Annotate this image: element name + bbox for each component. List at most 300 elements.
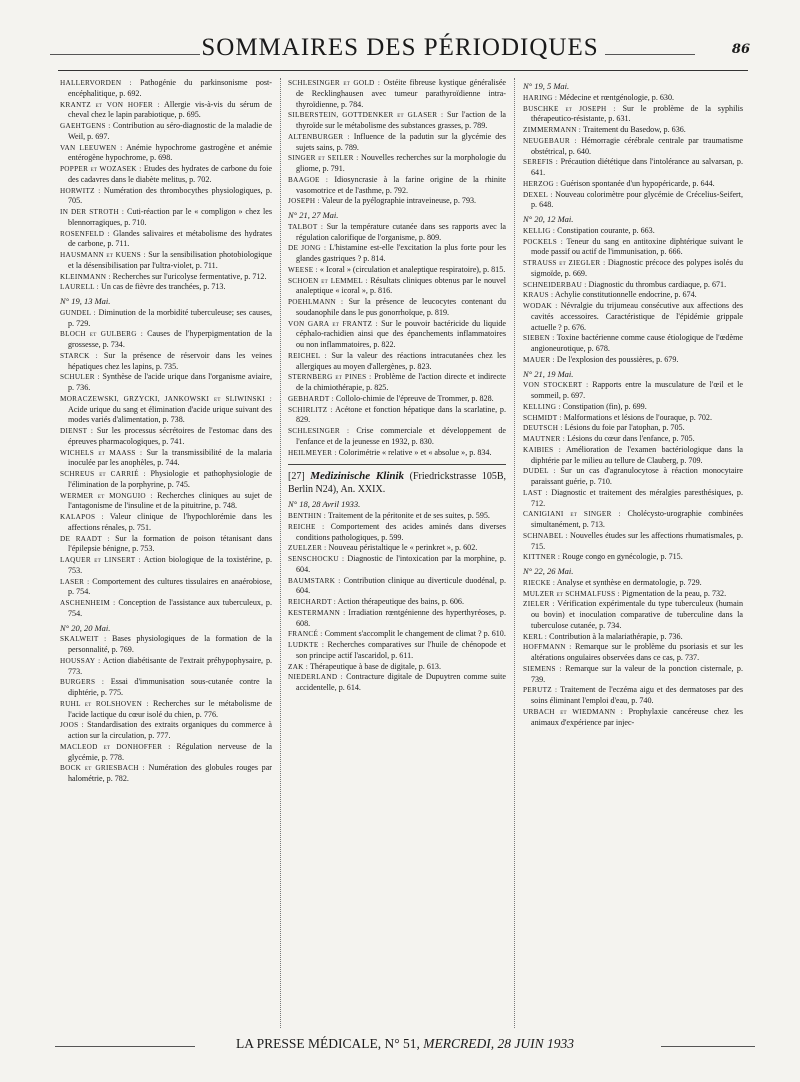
column-divider	[280, 78, 281, 1028]
article-author: RUHL et ROLSHOVEN :	[60, 699, 149, 708]
article-author: BAUMSTARK :	[288, 576, 341, 585]
article-title: Sur un cas d'agranulocytose à réaction monocytaire paraissant guérie, p. 710.	[531, 466, 743, 486]
article-title: « Icoral » (circulation et analeptique respiratoire), p. 815.	[319, 264, 506, 274]
article-author: DE RAADT :	[60, 534, 110, 543]
article-entry	[288, 276, 506, 298]
article-title: Numération des thrombocythes physiologiques, p. 705.	[68, 185, 272, 206]
article-author: SCHNABEL :	[523, 531, 568, 540]
article-entry	[288, 110, 506, 132]
article-author: DEUTSCH :	[523, 424, 563, 433]
article-entry	[288, 405, 506, 427]
article-entry	[523, 434, 743, 445]
article-entry	[523, 589, 743, 600]
article-title: L'histamine est-elle l'excitation la plus forte pour les glandes gastriques ? p. 814.	[296, 243, 506, 263]
article-title: Essai d'immunisation sous-cutanée contre la diphtérie, p. 775.	[68, 677, 272, 697]
article-author: IN DER STROTH :	[60, 208, 125, 216]
article-title: Causes de l'hyperpigmentation de la grossesse, p. 734.	[68, 329, 272, 349]
article-title: Précaution diététique dans l'intolérance au salvarsan, p. 641.	[531, 157, 743, 177]
article-author: KRANTZ et VON HOFER :	[60, 100, 160, 109]
article-entry	[60, 598, 272, 620]
article-title: Contracture digitale de Dupuytren comme suite accidentelle, p. 614.	[296, 672, 506, 692]
article-title: Traitement du Basedow, p. 636.	[583, 125, 686, 134]
article-entry	[523, 301, 743, 333]
article-entry	[60, 512, 272, 534]
article-title: Recherches cliniques au sujet de l'antagonisme de l'insuline et de la pituitrine, p. 748.	[68, 490, 272, 511]
article-author: GAEHTGENS :	[60, 122, 111, 130]
article-title: Toxine bactérienne comme cause étiologique de l'œdème angioneurotique, p. 678.	[531, 333, 743, 353]
article-title: Un cas de fièvre des tranchées, p. 713.	[101, 282, 226, 292]
article-author: BURGERS :	[60, 678, 105, 687]
article-entry	[60, 577, 272, 599]
article-title: Teneur du sang en antitoxine diphtérique suivant le mode passif ou actif de l'immunisation, p. 666.	[531, 236, 743, 257]
article-entry	[523, 104, 743, 126]
article-title: Constipation courante, p. 663.	[557, 225, 655, 235]
article-author: SCHMIDT :	[523, 413, 562, 422]
article-author: SKALWEIT :	[60, 635, 107, 644]
article-author: DIENST :	[60, 427, 94, 435]
article-author: SCHOEN et LEMMEL :	[288, 276, 368, 285]
footer-rule-right	[661, 1046, 755, 1047]
article-author: HEILMEYER :	[288, 448, 337, 457]
column-3	[523, 78, 743, 1028]
article-author: VAN LEEUWEN :	[60, 143, 123, 152]
article-title: Sur l'action de la thyroïde sur le métabolisme des substances grasses, p. 789.	[296, 110, 506, 130]
article-author: JOOS :	[60, 721, 84, 730]
article-author: WICHELS et MAASS :	[60, 448, 143, 457]
article-title: Crise commerciale et développement de l'enfance et de la jeunesse en 1932, p. 830.	[296, 426, 506, 446]
article-entry	[288, 543, 506, 554]
article-author: HERZOG :	[523, 179, 559, 188]
article-entry	[288, 222, 506, 244]
article-title: Colorimétrie « relative » et « absolue », p. 834.	[338, 447, 492, 457]
article-entry	[523, 707, 743, 729]
article-entry	[523, 125, 743, 136]
article-entry	[288, 662, 506, 673]
article-title: Sur la présence de leucocytes contenant du soudanophile dans le pus gonorrhoïque, p. 819.	[296, 297, 506, 317]
article-author: BENTHIN :	[288, 512, 327, 520]
issue-heading: N° 19, 5 Mai.	[523, 81, 570, 91]
article-title: Remarque sur la valeur de la ponction cisternale, p. 739.	[531, 663, 743, 684]
article-author: CANIGIANI et SINGER :	[523, 510, 621, 519]
article-entry	[60, 426, 272, 448]
article-entry	[60, 351, 272, 373]
article-title: Lésions du foie par l'atophan, p. 705.	[564, 423, 685, 433]
article-entry	[288, 511, 506, 522]
article-title: Vérification expérimentale du type tuberculeux (humain ou bovin) et inoculation comparative de tuberculine dans la tuberculose cutanée, p. 734.	[531, 599, 743, 630]
article-entry	[523, 190, 743, 212]
article-author: KERL :	[523, 632, 548, 641]
article-title: Sur la sensibilisation photobiologique et la désensibilisation par l'ultra-violet, p. 711.	[68, 250, 272, 270]
journal-address: (Friedrickstrasse 105B, Berlin N24), An. XXIX.	[288, 471, 506, 495]
article-title: Traitement de la péritonite et de ses suites, p. 595.	[327, 511, 490, 520]
article-author: LAQUER et LINSERT :	[60, 556, 141, 564]
article-author: MAUER :	[523, 355, 555, 364]
article-entry	[60, 656, 272, 678]
article-title: Recherches sur l'uricolyse fermentative, p. 712.	[112, 271, 267, 281]
article-entry	[523, 531, 743, 553]
article-author: ZUELZER :	[288, 544, 327, 553]
article-author: POCKELS :	[523, 237, 564, 246]
article-title: Valeur de la pyélographie intraveineuse, p. 793.	[321, 196, 477, 206]
article-author: ROSENFELD :	[60, 229, 110, 238]
article-entry	[523, 226, 743, 237]
article-author: SCHIRLITZ :	[288, 405, 333, 414]
journal-separator	[288, 464, 506, 465]
article-entry	[288, 265, 506, 276]
article-title: Hémorragie cérébrale centrale par traumatisme obstétrical, p. 640.	[531, 135, 743, 156]
article-title: Allergie vis-à-vis du sérum de cheval chez le lapin parabiotique, p. 695.	[68, 99, 272, 120]
article-entry	[60, 164, 272, 186]
article-title: Résultats cliniques obtenus par le nouvel analeptique « icoral », p. 816.	[296, 275, 506, 296]
article-entry	[288, 448, 506, 459]
article-title: Irradiation rœntgénienne des hyperthyréoses, p. 608.	[296, 607, 506, 628]
article-author: SCHREUS et CARRIÉ :	[60, 470, 146, 478]
article-author: KAIBIES :	[523, 445, 562, 454]
article-entry	[523, 509, 743, 531]
article-author: HALLERVORDEN :	[60, 79, 132, 87]
article-author: SILBERSTEIN, GOTTDENKER et GLASER :	[288, 111, 444, 120]
article-entry	[60, 534, 272, 556]
article-author: NEUGEBAUR :	[523, 136, 577, 145]
article-entry	[288, 608, 506, 630]
article-author: KALAPOS :	[60, 513, 104, 521]
article-entry	[60, 100, 272, 122]
article-title: Pigmentation de la peau, p. 732.	[621, 588, 727, 598]
article-entry	[288, 672, 506, 694]
article-title: Rapports entre la musculature de l'œil et le sommeil, p. 697.	[531, 380, 743, 400]
article-author: KLEINMANN :	[60, 272, 111, 281]
page-title: SOMMAIRES DES PÉRIODIQUES	[201, 34, 599, 61]
article-title: Conception de l'assistance aux tuberculeux, p. 754.	[68, 598, 272, 618]
journal-heading	[288, 470, 506, 496]
article-entry	[288, 394, 506, 405]
article-title: Lésions du cœur dans l'enfance, p. 705.	[567, 434, 695, 443]
article-entry	[60, 555, 272, 577]
article-author: POEHLMANN :	[288, 298, 344, 306]
article-title: Diagnostic et traitement des méralgies paresthésiques, p. 712.	[531, 487, 743, 508]
article-author: HOFFMANN :	[523, 643, 572, 652]
article-title: Nouvelles études sur les affections rhumatismales, p. 715.	[531, 530, 743, 551]
article-author: GUNDEL :	[60, 308, 96, 317]
article-entry	[523, 578, 743, 589]
article-author: MORACZEWSKI, GRZYCKI, JANKOWSKI et SLIWINSKI :	[60, 394, 272, 403]
article-entry	[523, 632, 743, 643]
article-title: Guérison spontanée d'un hypopéricarde, p. 644.	[560, 178, 715, 188]
article-entry	[60, 720, 272, 742]
article-author: SENSCHOCKU :	[288, 555, 345, 563]
column-2	[288, 78, 506, 1028]
journal-title: Medizinische Klinik	[310, 470, 405, 483]
article-entry	[523, 333, 743, 355]
article-author: LASER :	[60, 577, 90, 586]
article-entry	[60, 78, 272, 100]
article-title: Contribution au séro-diagnostic de la maladie de Weil, p. 697.	[68, 121, 272, 141]
article-entry	[523, 179, 743, 190]
article-entry	[523, 413, 743, 424]
article-title: Etudes des hydrates de carbone du foie des cadavres dans le diabète melitus, p. 702.	[68, 164, 272, 184]
article-title: Recherches sur le métabolisme de l'acide lactique du cœur isolé du chien, p. 776.	[68, 698, 272, 719]
article-entry	[523, 290, 743, 301]
article-author: HARING :	[523, 93, 558, 102]
article-entry	[288, 153, 506, 175]
article-title: Recherches comparatives sur l'huile de chénopode et son principe actif l'ascaridol, p. 611.	[296, 640, 506, 660]
article-author: ASCHENHEIM :	[60, 599, 116, 607]
article-author: LAST :	[523, 488, 548, 497]
article-title: Rouge congo en gynécologie, p. 715.	[562, 552, 683, 562]
article-title: Sur la température cutanée dans ses rapports avec la régulation calorifique de l'organisme, p. 809.	[296, 221, 506, 242]
article-title: Diagnostic précoce des polypes isolés du sigmoïde, p. 669.	[531, 258, 743, 278]
issue-heading: N° 20, 12 Mai.	[523, 214, 574, 224]
article-title: Régulation nerveuse de la glycémie, p. 778.	[68, 741, 272, 762]
footer-paper: LA PRESSE MÉDICALE, N° 51,	[235, 1036, 420, 1051]
article-entry	[288, 78, 506, 110]
article-entry	[523, 355, 743, 366]
journal-number: [27]	[288, 471, 305, 483]
issue-heading: N° 19, 13 Mai.	[60, 296, 111, 306]
article-author: POPPER et WOZASEK :	[60, 165, 142, 173]
article-entry	[60, 634, 272, 656]
article-title: Diagnostic du thrombus cardiaque, p. 671.	[588, 279, 727, 289]
article-title: Ostéite fibreuse kystique généralisée de Recklinghausen avec tumeur parathyroïdienne intra-thyroïdienne, p. 784.	[296, 78, 506, 109]
article-title: Traitement de l'eczéma aigu et des dermatoses par des soins éliminant l'emploi d'eau, p. 740.	[531, 685, 743, 705]
article-title: Influence de la padutin sur la glycémie des sujets sains, p. 789.	[296, 131, 506, 152]
article-author: KELLIG :	[523, 226, 556, 235]
article-author: SIEMENS :	[523, 664, 562, 673]
article-author: KITTNER :	[523, 553, 561, 562]
article-title: Comment s'accomplit le changement de climat ? p. 610.	[324, 629, 506, 639]
article-title: Diminution de la morbidité tuberculeuse; ses causes, p. 729.	[68, 307, 272, 328]
article-entry	[523, 237, 743, 259]
article-author: WEESE :	[288, 265, 318, 274]
issue-heading: N° 22, 26 Mai.	[523, 566, 574, 576]
article-title: Thérapeutique à base de digitale, p. 613.	[309, 661, 441, 671]
article-entry	[60, 207, 272, 229]
article-entry	[60, 763, 272, 785]
article-author: LAURELL :	[60, 283, 99, 292]
article-author: KESTERMANN :	[288, 608, 346, 617]
page-number: 86	[731, 42, 750, 57]
article-entry	[60, 677, 272, 699]
article-entry	[60, 282, 272, 293]
article-entry	[60, 394, 272, 426]
article-entry	[523, 280, 743, 291]
column-1	[60, 78, 272, 1028]
article-title: Synthèse de l'acide urique dans l'organisme aviaire, p. 736.	[68, 372, 272, 392]
article-author: WODAK :	[523, 302, 558, 310]
column-divider	[514, 78, 515, 1028]
article-title: Action biologique de la toxistérine, p. 753.	[68, 555, 272, 575]
article-entry	[523, 664, 743, 686]
article-title: Problème de l'action directe et indirecte de la chimiothérapie, p. 825.	[296, 372, 506, 392]
article-author: SIEBEN :	[523, 334, 555, 343]
article-title: Idiosyncrasie à la farine origine de la rhinite vasomotrice et de l'asthme, p. 792.	[296, 174, 506, 195]
article-title: Sur la formation de poison tétanisant dans l'épilepsie bénigne, p. 753.	[68, 533, 272, 554]
article-author: KRAUS :	[523, 291, 554, 300]
article-title: Nouveau colorimètre pour glycémie de Crécelius-Seifert, p. 648.	[531, 189, 743, 210]
article-title: Acétone et fonction hépatique dans la scarlatine, p. 829.	[296, 404, 506, 425]
page-footer	[55, 1036, 755, 1056]
article-author: KELLING :	[523, 402, 561, 411]
article-entry	[288, 554, 506, 576]
article-author: STARCK :	[60, 351, 98, 360]
article-title: Bases physiologiques de la formation de la personnalité, p. 769.	[68, 634, 272, 654]
article-author: SEREFIS :	[523, 158, 559, 167]
article-author: MAUTNER :	[523, 435, 566, 443]
article-entry	[60, 448, 272, 470]
article-author: DEXEL :	[523, 190, 553, 199]
article-author: REICHARDT :	[288, 598, 337, 606]
article-title: Contribution à la malariathérapie, p. 736.	[549, 631, 683, 641]
article-entry	[288, 319, 506, 351]
article-entry	[523, 466, 743, 488]
article-author: NIEDERLAND :	[288, 673, 343, 682]
article-author: FRANCÉ :	[288, 630, 323, 639]
header-underline	[58, 70, 748, 71]
article-author: BUSCHKE et JOSEPH :	[523, 104, 616, 113]
article-entry	[60, 229, 272, 251]
article-entry	[60, 329, 272, 351]
article-title: Numération des globules rouges par halométrie, p. 782.	[68, 763, 272, 783]
article-title: Comportement des acides aminés dans diverses conditions pathologiques, p. 599.	[296, 521, 506, 542]
article-author: STRAUSS et ZIEGLER :	[523, 259, 606, 267]
article-title: Cuti-réaction par le « compligon » chez les blennorragiques, p. 710.	[68, 207, 272, 227]
article-entry	[523, 685, 743, 707]
article-title: Prophylaxie cancéreuse chez les animaux d'expérience par injec-	[531, 706, 743, 727]
article-title: Sur la transmissibilité de la malaria inoculée par les anophèles, p. 744.	[68, 447, 272, 468]
article-entry	[288, 132, 506, 154]
article-author: SCHLESINGER :	[288, 427, 350, 435]
article-entry	[288, 351, 506, 373]
article-title: Amélioration de l'examen bactériologique dans la diphtérie par le milieu au tellure de Clauberg, p. 709.	[531, 444, 743, 465]
article-author: MACLEOD et DONHOFFER :	[60, 742, 171, 751]
article-entry	[60, 491, 272, 513]
article-author: TALBOT :	[288, 222, 324, 231]
article-title: Remarque sur le problème du psoriasis et sur les altérations onguïaires observées dans ce cas, p. 737.	[531, 642, 743, 662]
article-entry	[288, 175, 506, 197]
article-title: Valeur clinique de l'hypochlorémie dans les affections rénales, p. 751.	[68, 512, 272, 532]
article-title: Standardisation des extraits organiques du commerce à action sur la circulation, p. 777.	[68, 720, 272, 740]
article-author: URBACH et WIEDMANN :	[523, 707, 624, 716]
article-author: STERNBERG et PINES :	[288, 373, 372, 382]
article-author: RIECKE :	[523, 578, 556, 587]
article-title: Médecine et rœntgénologie, p. 630.	[559, 92, 675, 102]
article-title: De l'explosion des poussières, p. 679.	[556, 354, 679, 364]
article-title: Anémie hypochrome gastrogène et anémie entérogène hypochrome, p. 698.	[68, 142, 272, 163]
article-author: HORWITZ :	[60, 186, 101, 195]
article-title: Achylie constitutionnelle endocrine, p. 674.	[554, 290, 697, 300]
article-author: ZIMMERMANN :	[523, 126, 582, 134]
article-title: Sur les processus sécrétoires de l'estomac dans des épreuves pharmacologiques, p. 741.	[68, 426, 272, 446]
article-title: Diagnostic de l'intoxication par la morphine, p. 604.	[296, 554, 506, 574]
article-entry	[60, 469, 272, 491]
article-author: LUDKTE :	[288, 641, 325, 649]
article-entry	[523, 157, 743, 179]
article-entry	[523, 445, 743, 467]
article-author: PERUTZ :	[523, 686, 558, 695]
article-entry	[288, 597, 506, 608]
article-entry	[523, 93, 743, 104]
article-author: BLOCH et GULBERG :	[60, 330, 144, 339]
article-title: Glandes salivaires et métabolisme des hydrates de carbone, p. 711.	[68, 228, 272, 249]
article-author: REICHE :	[288, 522, 325, 531]
article-author: SCHLESINGER et GOLD :	[288, 79, 381, 87]
article-title: Physiologie et pathophysiologie de l'élimination de la porphyrine, p. 745.	[68, 469, 272, 489]
article-title: Sur la présence de réservoir dans les veines hépatiques chez les lapins, p. 735.	[68, 350, 272, 371]
article-entry	[288, 640, 506, 662]
article-author: DUDEL :	[523, 467, 556, 476]
article-entry	[523, 552, 743, 563]
issue-heading: N° 18, 28 Avril 1933.	[288, 499, 361, 510]
article-title: Action diabétisante de l'extrait préhypophysaire, p. 773.	[68, 655, 272, 676]
article-author: ZIELER :	[523, 600, 555, 609]
issue-heading: N° 21, 19 Mai.	[523, 368, 574, 379]
article-title: Comportement des cultures tissulaires en anaérobiose, p. 754.	[68, 576, 272, 597]
article-entry	[60, 699, 272, 721]
article-entry	[288, 372, 506, 394]
article-author: JOSEPH :	[288, 197, 320, 206]
footer-date: MERCREDI, 28 JUIN 1933	[423, 1036, 575, 1051]
issue-heading: N° 21, 27 Mai.	[288, 210, 339, 220]
article-title: Sur la valeur des réactions intracutanées chez les allergiques au moyen d'allergènes, p. 823.	[296, 350, 506, 371]
header-rule-right	[605, 54, 695, 55]
article-title: Nouveau péristaltique le « perinkret », p. 602.	[328, 543, 478, 553]
page-header	[50, 34, 750, 64]
article-title: Névralgie du trijumeau consécutive aux affections des cavités accessoires. Caractéristique de l'épidémie grippale actuelle ? p. 676.	[531, 301, 743, 332]
article-entry	[60, 186, 272, 208]
article-author: VON STOCKERT :	[523, 381, 589, 390]
article-entry	[523, 642, 743, 664]
article-author: SINGER et SEILER :	[288, 154, 359, 163]
article-entry	[60, 143, 272, 165]
article-title: Analyse et synthèse en dermatologie, p. 729.	[556, 577, 702, 587]
article-entry	[288, 196, 506, 207]
article-author: DE JONG :	[288, 244, 327, 253]
article-author: VON GARA et FRANTZ :	[288, 319, 378, 328]
article-author: ZAK :	[288, 662, 309, 671]
article-author: HAUSMANN et KUENS :	[60, 251, 146, 259]
article-author: WERMER et MONGUIO :	[60, 491, 153, 500]
article-entry	[523, 423, 743, 434]
article-title: Nouvelles recherches sur la morphologie du gliome, p. 791.	[296, 153, 506, 173]
article-entry	[60, 272, 272, 283]
article-title: Acide urique du sang et élimination d'acide urique suivant des modes variés d'alimentation, p. 738.	[68, 404, 272, 425]
article-entry	[523, 488, 743, 510]
article-entry	[288, 629, 506, 640]
article-entry	[60, 372, 272, 394]
article-entry	[523, 380, 743, 402]
article-author: HOUSSAY :	[60, 656, 101, 665]
article-title: Malformations et lésions de l'ouraque, p. 702.	[563, 412, 712, 422]
article-entry	[288, 243, 506, 265]
article-entry	[60, 250, 272, 272]
article-entry	[523, 599, 743, 631]
article-author: BOCK et GRIESBACH :	[60, 764, 145, 773]
article-author: SCHULER :	[60, 373, 100, 382]
article-entry	[523, 136, 743, 158]
article-author: BAAGOE :	[288, 175, 329, 184]
article-author: REICHEL :	[288, 351, 327, 360]
issue-heading: N° 20, 20 Mai.	[60, 622, 111, 633]
article-title: Collolo-chimie de l'épreuve de Trommer, p. 828.	[335, 393, 494, 403]
article-title: Sur le problème de la syphilis thérapeutico-résistante, p. 631.	[531, 103, 743, 124]
article-entry	[60, 308, 272, 330]
article-author: GEBHARDT :	[288, 394, 334, 403]
article-author: SCHNEIDERBAU :	[523, 280, 587, 289]
article-entry	[288, 426, 506, 448]
article-entry	[288, 297, 506, 319]
article-entry	[288, 576, 506, 598]
article-title: Action thérapeutique des bains, p. 606.	[337, 597, 464, 606]
